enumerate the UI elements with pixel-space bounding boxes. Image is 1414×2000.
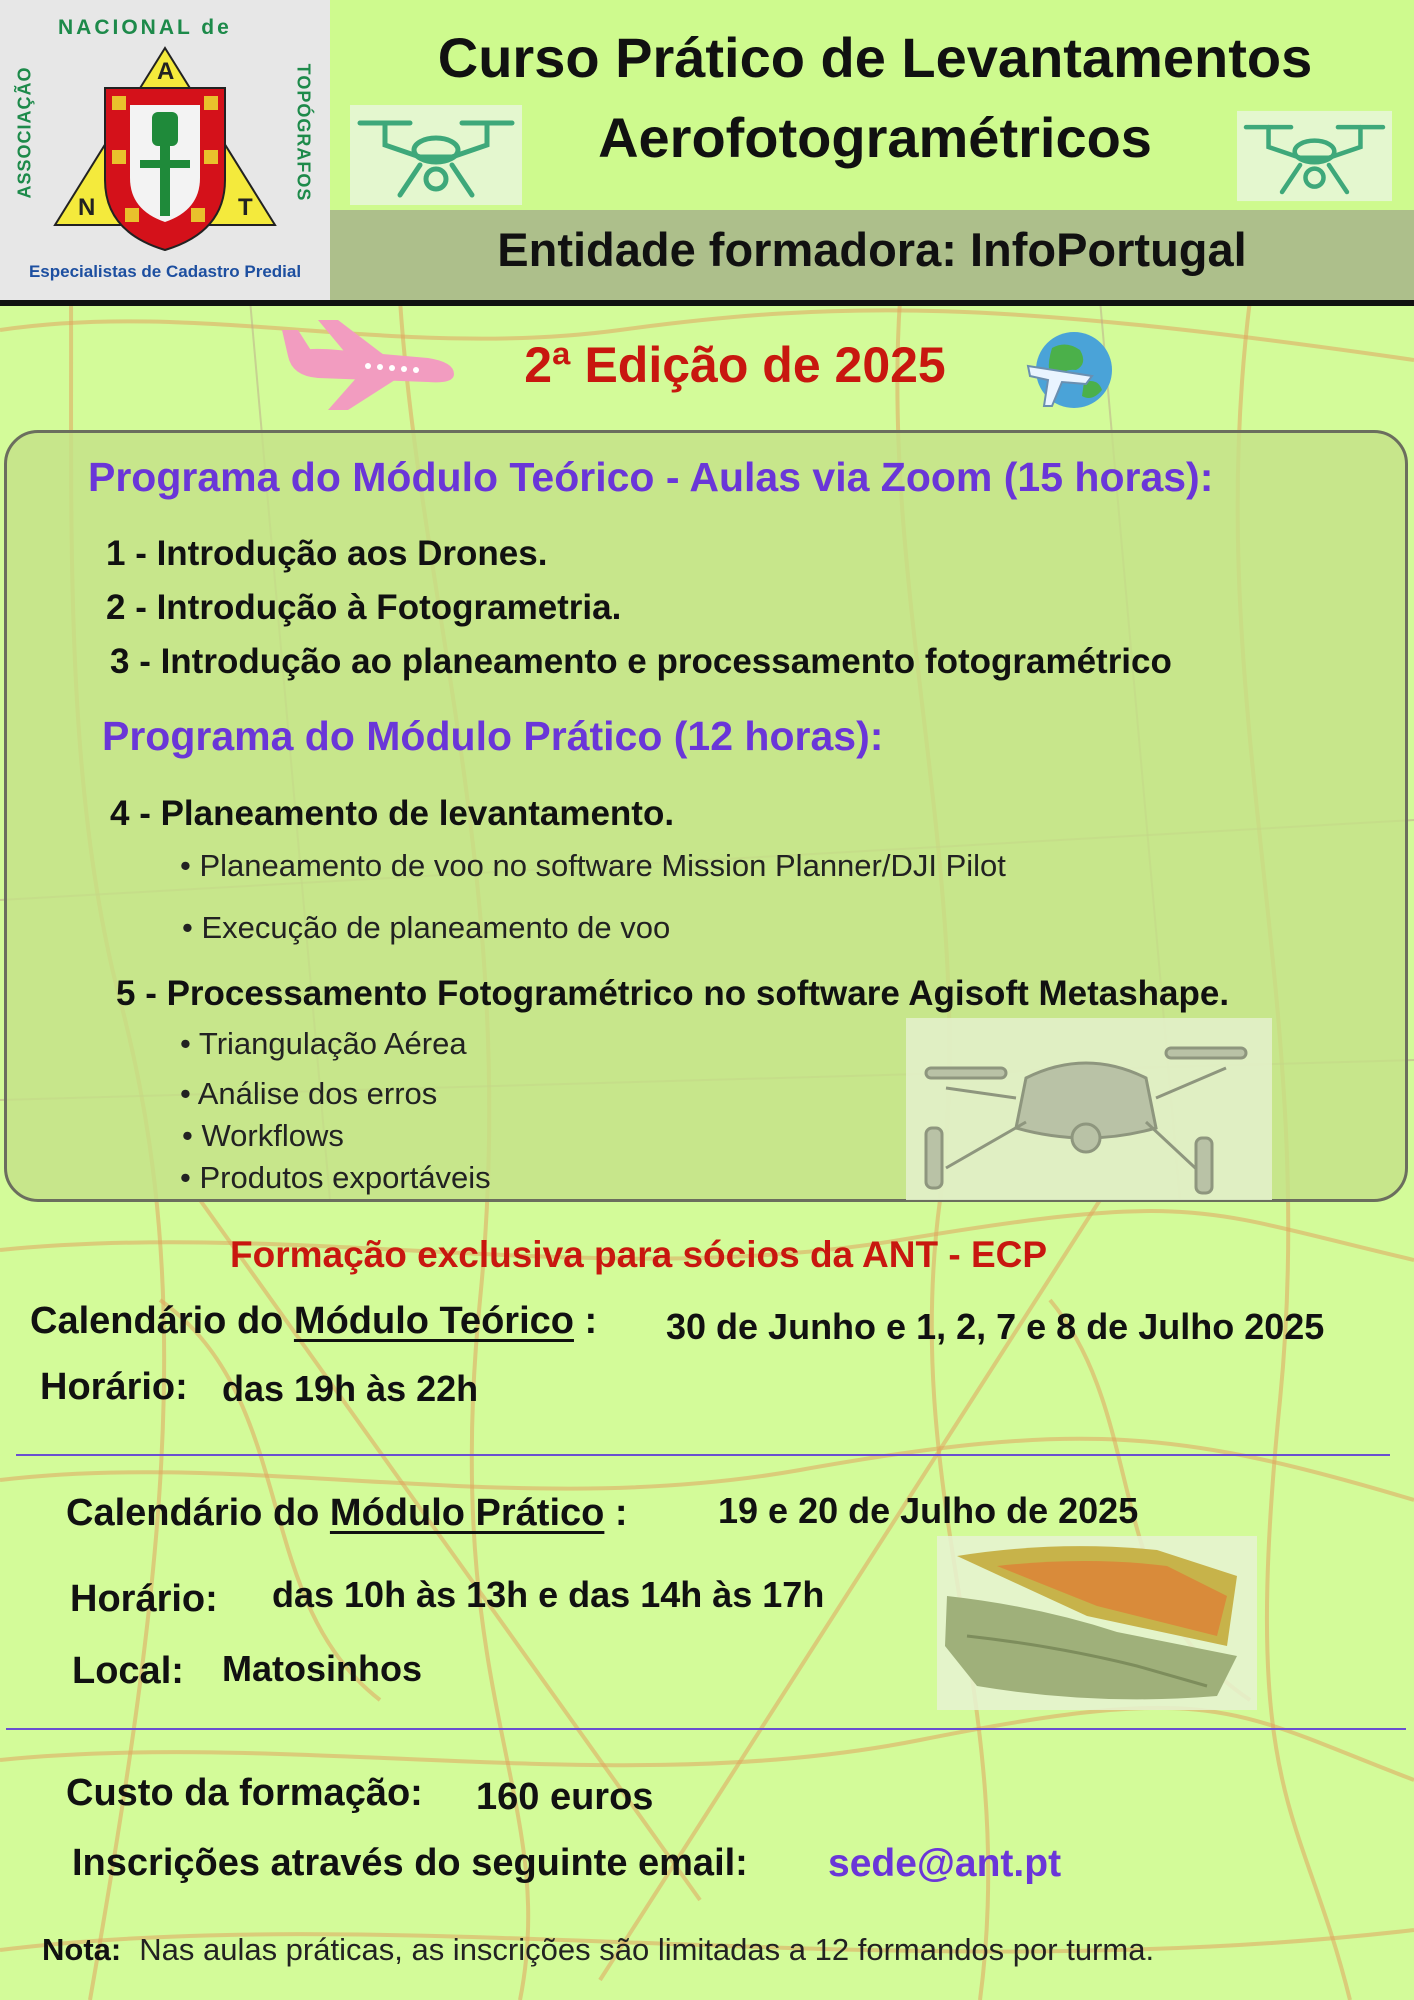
practice-calendar-label [66, 1492, 628, 1535]
place-value: Matosinhos [222, 1648, 423, 1689]
practice-item-5-sub-3: • Workflows [182, 1118, 344, 1153]
drone-icon-right [1237, 110, 1392, 202]
theory-calendar-prefix: Calendário do [30, 1300, 294, 1342]
logo-letter-n: N [78, 194, 96, 221]
practice-item-5-sub-4: • Produtos exportáveis [180, 1160, 491, 1195]
theory-calendar-module: Módulo Teórico [293, 1300, 574, 1342]
practice-calendar-dates: 19 e 20 de Julho de 2025 [718, 1490, 1139, 1531]
terrain-model-icon [937, 1536, 1257, 1710]
drone-icon-left [350, 105, 522, 205]
practice-module-title: Programa do Módulo Prático (12 horas): [102, 713, 884, 759]
header-divider [0, 300, 1414, 306]
note-text: Nas aulas práticas, as inscrições são limitadas a 12 formandos por turma. [139, 1932, 1155, 1967]
airplane-icon [278, 316, 460, 412]
logo-letter-t: T [238, 194, 253, 221]
place-label: Local: [72, 1650, 184, 1692]
logo-emblem-icon [0, 0, 330, 300]
practice-calendar-module: Módulo Prático [329, 1492, 605, 1534]
theory-module-title: Programa do Módulo Teórico - Aulas via Zoom (15 horas): [88, 454, 1214, 500]
cost-value: 160 euros [476, 1776, 654, 1818]
theory-hours-label: Horário: [40, 1366, 188, 1408]
exclusive-notice: Formação exclusiva para sócios da ANT - ECP [230, 1234, 1048, 1275]
theory-item-2: 2 - Introdução à Fotogrametria. [106, 588, 622, 627]
theory-calendar-dates: 30 de Junho e 1, 2, 7 e 8 de Julho 2025 [666, 1306, 1325, 1347]
edition-heading: 2ª Edição de 2025 [524, 337, 946, 393]
theory-calendar-label [30, 1300, 597, 1343]
theory-calendar-suffix: : [573, 1300, 598, 1342]
association-logo [0, 0, 330, 300]
practice-item-5-sub-1: • Triangulação Aérea [180, 1026, 467, 1061]
logo-top-text: NACIONAL de [58, 16, 232, 39]
logo-letter-a: A [157, 58, 175, 85]
theory-item-3: 3 - Introdução ao planeamento e processamento fotogramétrico [110, 642, 1172, 681]
course-title-line-2: Aerofotogramétricos [598, 106, 1152, 169]
note-row [42, 1932, 1154, 1968]
logo-right-text: TOPÓGRAFOS [293, 63, 314, 202]
practice-item-4: 4 - Planeamento de levantamento. [110, 794, 675, 833]
course-title-line-1: Curso Prático de Levantamentos [437, 26, 1313, 89]
divider-line-1 [16, 1454, 1390, 1456]
practice-item-4-sub-1: • Planeamento de voo no software Mission Planner/DJI Pilot [180, 848, 1006, 883]
practice-item-5-sub-2: • Análise dos erros [180, 1076, 438, 1111]
registration-label: Inscrições através do seguinte email: [72, 1842, 748, 1884]
cost-label: Custo da formação: [66, 1772, 423, 1814]
practice-calendar-suffix: : [604, 1492, 628, 1534]
divider-line-2 [6, 1728, 1406, 1730]
globe-airplane-icon [1022, 326, 1118, 416]
practice-item-4-sub-2: • Execução de planeamento de voo [182, 910, 671, 945]
theory-hours: das 19h às 22h [222, 1368, 479, 1409]
practice-hours: das 10h às 13h e das 14h às 17h [272, 1574, 825, 1615]
practice-hours-label: Horário: [70, 1578, 218, 1620]
logo-bottom-text: Especialistas de Cadastro Predial [28, 262, 302, 281]
note-label: Nota: [42, 1932, 122, 1967]
practice-item-5: 5 - Processamento Fotogramétrico no software Agisoft Metashape. [116, 974, 1230, 1013]
registration-email-link[interactable]: sede@ant.pt [828, 1842, 1062, 1885]
drone-photo-icon [906, 1018, 1272, 1200]
training-entity: Entidade formadora: InfoPortugal [497, 223, 1247, 276]
practice-calendar-prefix: Calendário do [66, 1492, 330, 1534]
logo-left-text: ASSOCIAÇÃO [14, 66, 35, 199]
theory-item-1: 1 - Introdução aos Drones. [106, 534, 548, 573]
